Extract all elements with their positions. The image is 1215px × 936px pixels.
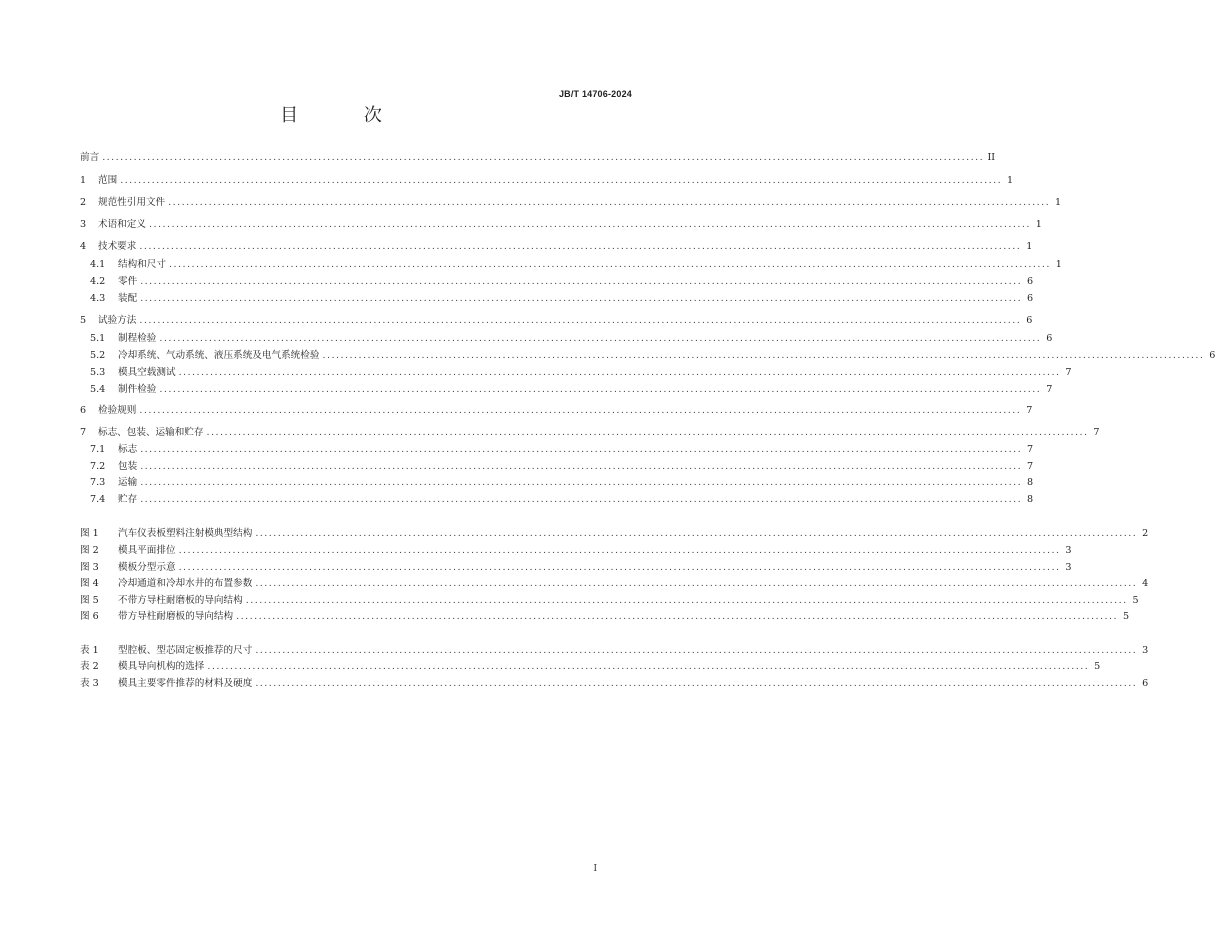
leader-dots: .................................................................................................................................................................................................... <box>178 367 1061 378</box>
leader-dots: .................................................................................................................................................................................................... <box>178 545 1061 556</box>
toc-page: 3 <box>1065 562 1072 573</box>
toc-page: II <box>987 152 996 163</box>
toc-label: 运输 <box>118 477 138 488</box>
toc-page: 7 <box>1027 444 1034 455</box>
toc-label: 试验方法 <box>98 315 137 326</box>
toc-label: 前言 <box>80 152 100 163</box>
toc-num: 表 1 <box>80 645 99 656</box>
toc-num: 5.1 <box>90 333 106 344</box>
toc-figure-entry[interactable] <box>80 594 1139 608</box>
toc-label: 检验规则 <box>98 405 137 416</box>
toc-entry[interactable] <box>80 314 1033 328</box>
toc-figure-entry[interactable] <box>80 610 1130 624</box>
toc-figure-entry[interactable] <box>80 527 1149 541</box>
toc-label: 制程检验 <box>118 333 157 344</box>
leader-dots: .................................................................................................................................................................................................... <box>168 197 1051 208</box>
toc-page: 5 <box>1094 661 1101 672</box>
toc-num: 3 <box>80 219 87 230</box>
leader-dots: .................................................................................................................................................................................................... <box>159 333 1042 344</box>
toc-figure-entry[interactable] <box>80 577 1149 591</box>
toc-label: 规范性引用文件 <box>98 197 166 208</box>
toc-figure-entry[interactable] <box>80 561 1072 575</box>
toc-num: 6 <box>80 405 87 416</box>
toc-num: 表 3 <box>80 678 99 689</box>
toc-page: 1 <box>1054 197 1062 208</box>
toc-label: 不带方导柱耐磨板的导向结构 <box>118 595 243 606</box>
toc-label: 型腔板、型芯固定板推荐的尺寸 <box>118 645 253 656</box>
toc-label: 模具平面排位 <box>118 545 176 556</box>
toc-page: 6 <box>1027 276 1034 287</box>
toc-page: 8 <box>1027 494 1034 505</box>
toc-page: 2 <box>1142 528 1149 539</box>
toc-num: 4.2 <box>90 276 106 287</box>
toc-num: 图 5 <box>80 595 99 606</box>
toc-entry[interactable] <box>80 275 1034 289</box>
toc-num: 图 3 <box>80 562 99 573</box>
leader-dots: .................................................................................................................................................................................................... <box>140 494 1023 505</box>
toc-entry[interactable] <box>80 332 1053 346</box>
toc-label: 装配 <box>118 293 138 304</box>
leader-dots: .................................................................................................................................................................................................... <box>148 219 1031 230</box>
leader-dots: .................................................................................................................................................................................................... <box>120 175 1003 186</box>
toc-page: 5 <box>1132 595 1139 606</box>
leader-dots: .................................................................................................................................................................................................... <box>139 405 1022 416</box>
leader-dots: .................................................................................................................................................................................................... <box>168 259 1051 270</box>
toc-page: 6 <box>1046 333 1053 344</box>
toc-page: 6 <box>1027 293 1034 304</box>
leader-dots: .................................................................................................................................................................................................... <box>159 384 1042 395</box>
toc-entry[interactable] <box>80 493 1034 507</box>
toc-table-entry[interactable] <box>80 644 1149 658</box>
leader-dots: .................................................................................................................................................................................................... <box>139 241 1022 252</box>
toc-entry[interactable] <box>80 383 1053 397</box>
toc-entry[interactable] <box>80 196 1062 210</box>
toc-label: 模具空载测试 <box>118 367 176 378</box>
toc-label: 制件检验 <box>118 384 157 395</box>
leader-dots: .................................................................................................................................................................................................... <box>255 678 1138 689</box>
toc-page: 7 <box>1027 461 1034 472</box>
toc-entry[interactable] <box>80 443 1034 457</box>
toc-label: 标志 <box>118 444 138 455</box>
leader-dots: .................................................................................................................................................................................................... <box>140 293 1023 304</box>
toc-table-entry[interactable] <box>80 677 1149 691</box>
toc-num: 图 4 <box>80 578 99 589</box>
toc-label: 包装 <box>118 461 138 472</box>
standard-code: JB/T 14706-2024 <box>558 89 632 99</box>
toc-num: 4 <box>80 241 87 252</box>
toc-entry[interactable] <box>80 240 1033 254</box>
toc-label: 模具主要零件推荐的材料及硬度 <box>118 678 253 689</box>
toc-entry[interactable] <box>80 460 1034 474</box>
toc-label: 零件 <box>118 276 138 287</box>
toc-num: 4.1 <box>90 259 106 270</box>
toc-entry[interactable] <box>80 366 1072 380</box>
toc-page: 6 <box>1142 678 1149 689</box>
toc-entry[interactable] <box>80 426 1100 440</box>
toc-page: 1 <box>1055 259 1062 270</box>
toc-entry[interactable] <box>80 292 1034 306</box>
leader-dots: .................................................................................................................................................................................................... <box>140 276 1023 287</box>
toc-figure-entry[interactable] <box>80 544 1072 558</box>
toc-label: 模具导向机构的选择 <box>118 661 205 672</box>
page-title: 目 次 <box>280 105 412 126</box>
toc-entry[interactable] <box>80 349 1215 363</box>
toc-entry[interactable] <box>80 476 1034 490</box>
toc-page: 7 <box>1065 367 1072 378</box>
toc-page: 3 <box>1142 645 1149 656</box>
toc-page: 6 <box>1209 350 1215 361</box>
leader-dots: .................................................................................................................................................................................................... <box>140 444 1023 455</box>
toc-num: 1 <box>80 175 87 186</box>
toc-num: 5.4 <box>90 384 106 395</box>
leader-dots: .................................................................................................................................................................................................... <box>140 477 1023 488</box>
page-number: I <box>593 864 597 874</box>
toc-label: 标志、包装、运输和贮存 <box>98 427 204 438</box>
toc-label: 技术要求 <box>98 241 137 252</box>
toc-num: 图 6 <box>80 611 99 622</box>
leader-dots: .................................................................................................................................................................................................... <box>245 595 1128 606</box>
leader-dots: .................................................................................................................................................................................................... <box>236 611 1119 622</box>
toc-entry-foreword[interactable] <box>80 151 996 165</box>
toc-page: 4 <box>1142 578 1149 589</box>
leader-dots: .................................................................................................................................................................................................... <box>178 562 1061 573</box>
toc-num: 7 <box>80 427 87 438</box>
leader-dots: .................................................................................................................................................................................................... <box>102 152 985 163</box>
toc-num: 7.1 <box>90 444 106 455</box>
toc-page: 1 <box>1007 175 1014 186</box>
toc-num: 2 <box>80 197 87 208</box>
toc-num: 5 <box>80 315 87 326</box>
leader-dots: .................................................................................................................................................................................................... <box>255 528 1138 539</box>
toc-num: 图 2 <box>80 545 99 556</box>
toc-num: 表 2 <box>80 661 99 672</box>
leader-dots: .................................................................................................................................................................................................... <box>255 645 1138 656</box>
leader-dots: .................................................................................................................................................................................................... <box>207 661 1090 672</box>
toc-num: 7.3 <box>90 477 106 488</box>
toc-page: 1 <box>1026 241 1033 252</box>
toc-num: 5.3 <box>90 367 106 378</box>
toc-table-entry[interactable] <box>80 660 1101 674</box>
toc-label: 模板分型示意 <box>118 562 176 573</box>
toc-label: 汽车仪表板塑料注射模典型结构 <box>118 528 253 539</box>
toc-label: 贮存 <box>118 494 138 505</box>
toc-page: 7 <box>1093 427 1100 438</box>
toc-page: 1 <box>1035 219 1042 230</box>
toc-label: 冷却通道和冷却水井的布置参数 <box>118 578 253 589</box>
toc-page: 7 <box>1046 384 1053 395</box>
toc-page: 6 <box>1026 315 1033 326</box>
toc-num: 图 1 <box>80 528 99 539</box>
toc-label: 带方导柱耐磨板的导向结构 <box>118 611 234 622</box>
toc-label: 范围 <box>98 175 118 186</box>
toc-entry[interactable] <box>80 218 1042 232</box>
toc-num: 7.4 <box>90 494 106 505</box>
toc-page: 3 <box>1065 545 1072 556</box>
toc-entry[interactable] <box>80 174 1014 188</box>
toc-page: 8 <box>1027 477 1034 488</box>
toc-entry[interactable] <box>80 404 1033 418</box>
faint-footer-band <box>150 906 510 920</box>
leader-dots: .................................................................................................................................................................................................... <box>255 578 1138 589</box>
toc-label: 术语和定义 <box>98 219 146 230</box>
leader-dots: .................................................................................................................................................................................................... <box>322 350 1205 361</box>
leader-dots: .................................................................................................................................................................................................... <box>140 461 1023 472</box>
leader-dots: .................................................................................................................................................................................................... <box>206 427 1089 438</box>
toc-entry[interactable] <box>80 258 1062 272</box>
toc-label: 结构和尺寸 <box>118 259 166 270</box>
toc-page: 7 <box>1026 405 1033 416</box>
toc-num: 4.3 <box>90 293 106 304</box>
toc-num: 5.2 <box>90 350 106 361</box>
toc-label: 冷却系统、气动系统、液压系统及电气系统检验 <box>118 350 320 361</box>
toc-num: 7.2 <box>90 461 106 472</box>
toc-page: 5 <box>1122 611 1130 622</box>
leader-dots: .................................................................................................................................................................................................... <box>139 315 1022 326</box>
